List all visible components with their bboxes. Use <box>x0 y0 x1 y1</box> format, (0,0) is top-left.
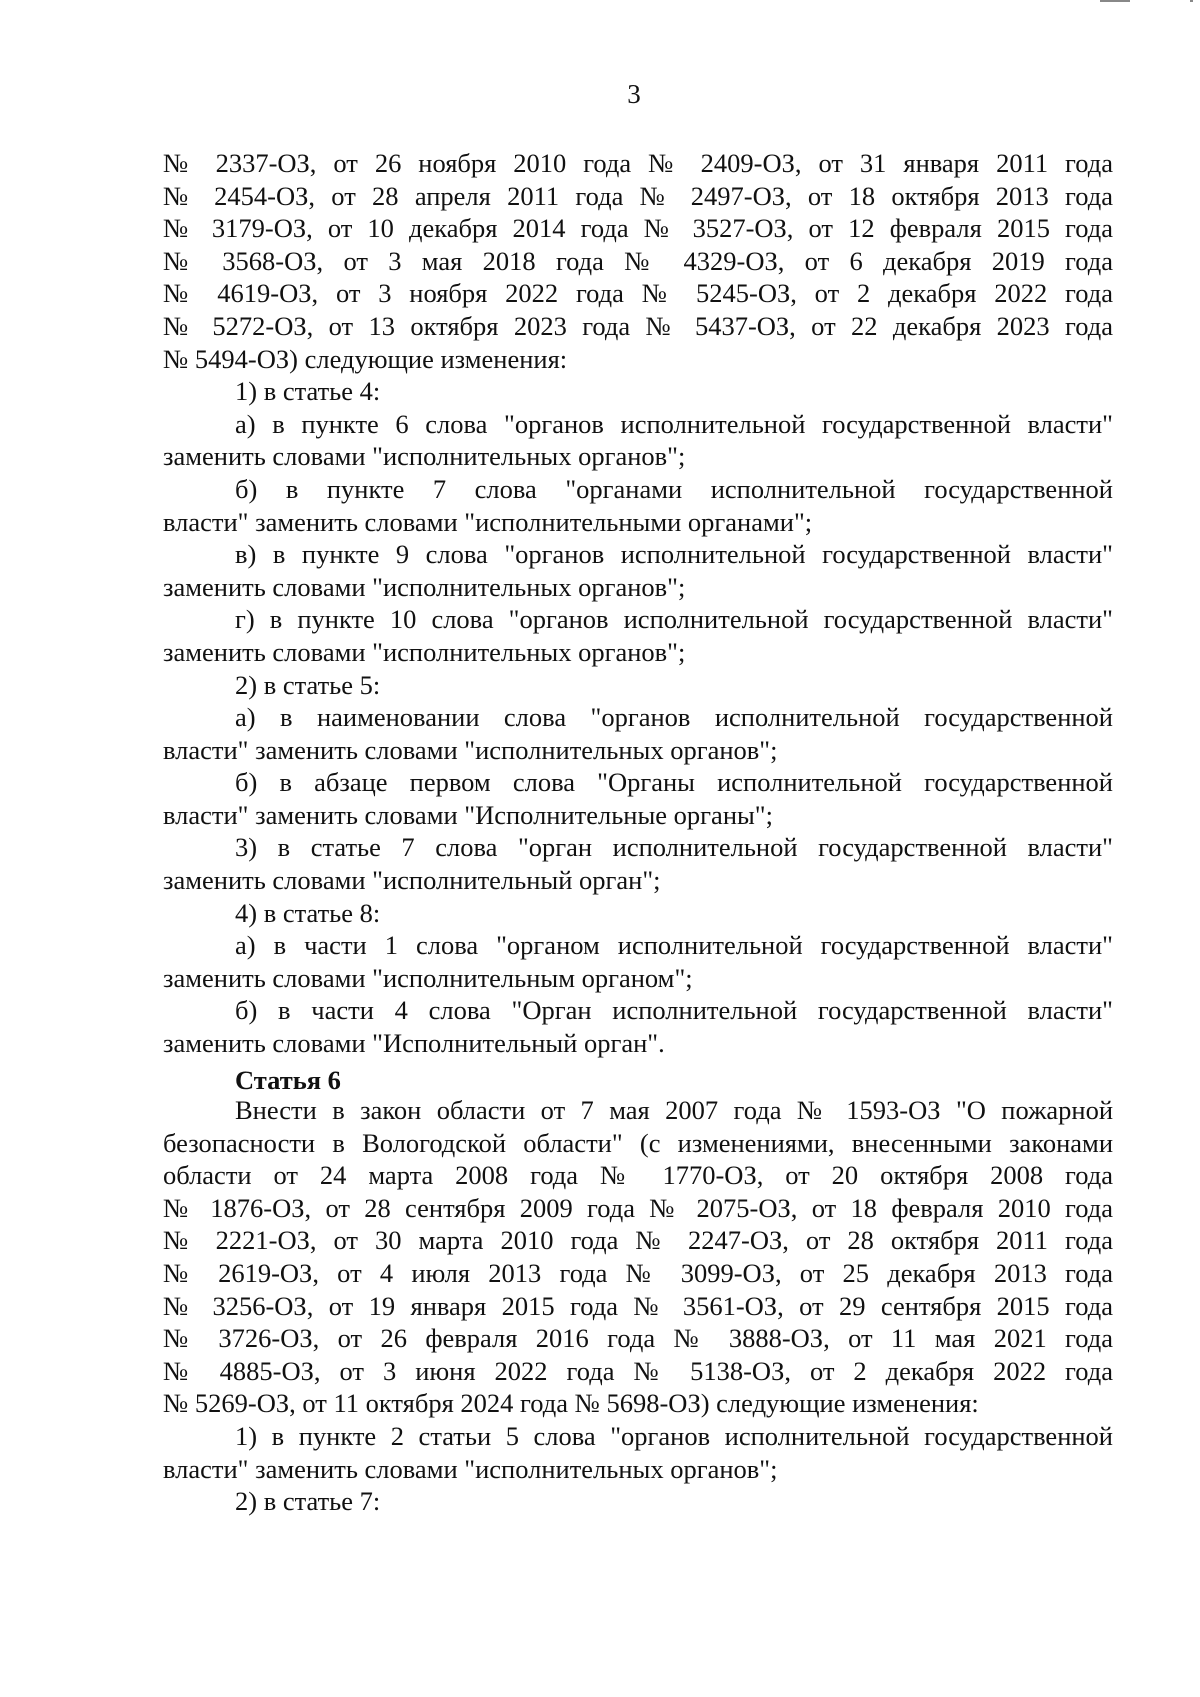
text-line: 3) в статье 7 слова "орган исполнительной государственной власти" <box>235 832 1113 863</box>
text-line: заменить словами "исполнительных органов"; <box>163 636 686 667</box>
text-line: № 4619-ОЗ, от 3 ноября 2022 года № 5245-ОЗ, от 2 декабря 2022 года <box>163 278 1113 309</box>
text-line: заменить словами "исполнительных органов"; <box>163 441 686 472</box>
text-line: 1) в статье 4: <box>235 376 381 407</box>
text-line: г) в пункте 10 слова "органов исполнительной государственной власти" <box>235 604 1113 635</box>
article-heading: Статья 6 <box>235 1065 341 1095</box>
text-line: Внести в закон области от 7 мая 2007 года № 1593-ОЗ "О пожарной <box>235 1095 1113 1125</box>
scan-edge-mark <box>1070 0 1200 10</box>
text-line: а) в наименовании слова "органов исполнительной государственной <box>235 702 1113 733</box>
text-line: № 5494-ОЗ) следующие изменения: <box>163 343 568 374</box>
text-block-article-6 <box>163 1094 1113 1518</box>
text-line: области от 24 марта 2008 года № 1770-ОЗ, от 20 октября 2008 года <box>163 1160 1113 1191</box>
text-line: № 4885-ОЗ, от 3 июня 2022 года № 5138-ОЗ, от 2 декабря 2022 года <box>163 1355 1113 1386</box>
text-line: № 2454-ОЗ, от 28 апреля 2011 года № 2497-ОЗ, от 18 октября 2013 года <box>163 180 1113 211</box>
text-line: в) в пункте 9 слова "органов исполнительной государственной власти" <box>235 539 1113 570</box>
text-line: № 2619-ОЗ, от 4 июля 2013 года № 3099-ОЗ, от 25 декабря 2013 года <box>163 1257 1113 1288</box>
text-line: заменить словами "исполнительным органом"; <box>163 962 693 993</box>
text-line: а) в части 1 слова "органом исполнительной государственной власти" <box>235 930 1113 961</box>
text-line: № 3179-ОЗ, от 10 декабря 2014 года № 3527-ОЗ, от 12 февраля 2015 года <box>163 213 1113 244</box>
text-line: заменить словами "исполнительных органов"; <box>163 571 686 602</box>
text-line: 1) в пункте 2 статьи 5 слова "органов исполнительной государственной <box>235 1420 1113 1451</box>
text-line: № 5269-ОЗ, от 11 октября 2024 года № 5698-ОЗ) следующие изменения: <box>163 1388 979 1419</box>
page-number: 3 <box>627 79 641 109</box>
article-heading-block <box>163 1064 1113 1097</box>
text-line: власти" заменить словами "исполнительных органов"; <box>163 1453 778 1484</box>
text-line: № 3256-ОЗ, от 19 января 2015 года № 3561-ОЗ, от 29 сентября 2015 года <box>163 1290 1113 1321</box>
text-line: № 2337-ОЗ, от 26 ноября 2010 года № 2409-ОЗ, от 31 января 2011 года <box>163 148 1113 178</box>
text-line: № 2221-ОЗ, от 30 марта 2010 года № 2247-ОЗ, от 28 октября 2011 года <box>163 1225 1113 1256</box>
text-line: 2) в статье 7: <box>235 1486 381 1517</box>
text-line: а) в пункте 6 слова "органов исполнительной государственной власти" <box>235 408 1113 439</box>
text-line: заменить словами "исполнительный орган"; <box>163 865 661 896</box>
text-block-amendments <box>163 147 1113 1060</box>
text-line: власти" заменить словами "исполнительных органов"; <box>163 734 778 765</box>
text-line: безопасности в Вологодской области" (с изменениями, внесенными законами <box>163 1127 1113 1158</box>
text-line: заменить словами "Исполнительный орган". <box>163 1028 665 1059</box>
text-line: б) в пункте 7 слова "органами исполнительной государственной <box>235 473 1113 504</box>
text-line: № 3726-ОЗ, от 26 февраля 2016 года № 3888-ОЗ, от 11 мая 2021 года <box>163 1323 1113 1354</box>
text-line: б) в абзаце первом слова "Органы исполнительной государственной <box>235 767 1113 798</box>
text-line: б) в части 4 слова "Орган исполнительной государственной власти" <box>235 995 1113 1026</box>
text-line: № 5272-ОЗ, от 13 октября 2023 года № 5437-ОЗ, от 22 декабря 2023 года <box>163 310 1113 341</box>
text-line: № 3568-ОЗ, от 3 мая 2018 года № 4329-ОЗ, от 6 декабря 2019 года <box>163 245 1113 276</box>
text-line: власти" заменить словами "исполнительными органами"; <box>163 506 813 537</box>
text-line: 4) в статье 8: <box>235 897 381 928</box>
text-line: № 1876-ОЗ, от 28 сентября 2009 года № 2075-ОЗ, от 18 февраля 2010 года <box>163 1192 1113 1223</box>
text-line: 2) в статье 5: <box>235 669 381 700</box>
text-line: власти" заменить словами "Исполнительные органы"; <box>163 799 773 830</box>
